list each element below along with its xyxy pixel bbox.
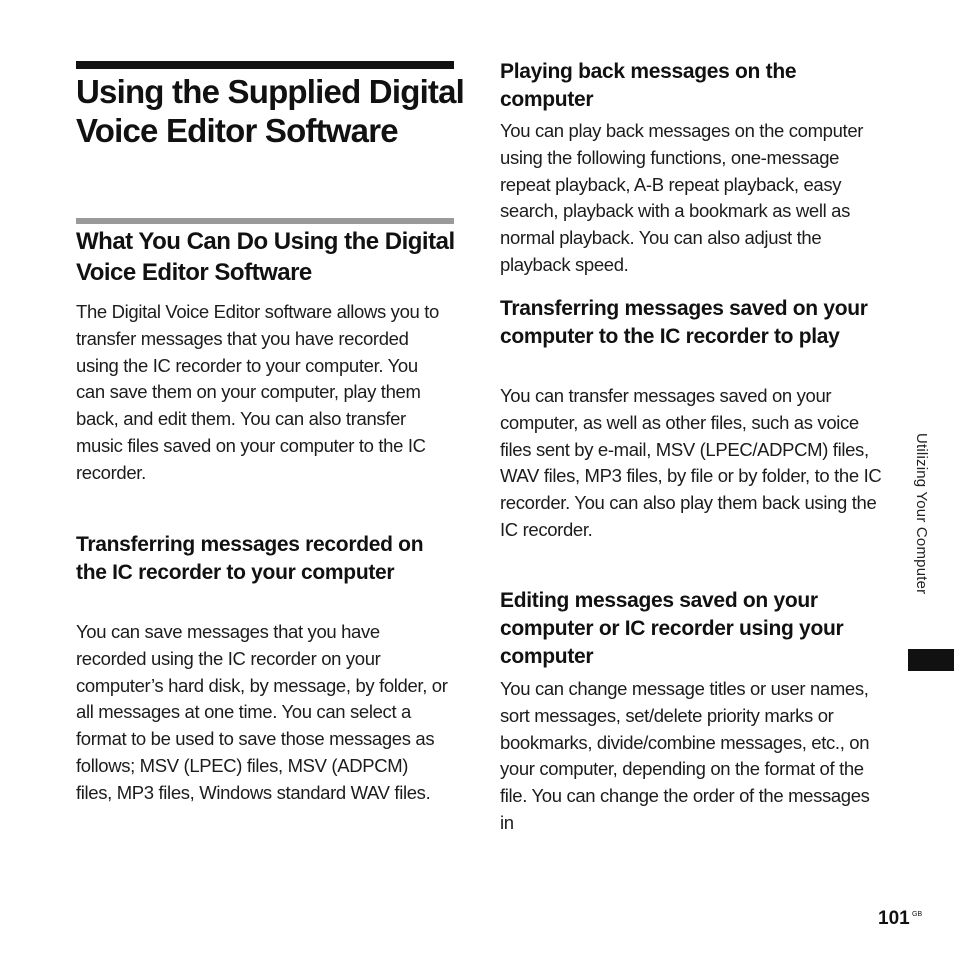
intro-paragraph: The Digital Voice Editor software allows you to transfer messages that you have recorded using the IC recorder to your computer. You can save them on your computer, play them back, and edit them. You can also transfer music files saved on your computer to the IC recorder. [76, 301, 439, 483]
side-index-tab [908, 649, 954, 671]
body-transfer-to-recorder: You can transfer messages saved on your computer, as well as other files, such as voice files sent by e-mail, MSV (LPEC/ADPCM) files, WAV files, MP3 files, by file or by folder, to the IC recorder. You can also play them back using the IC recorder. [500, 385, 882, 540]
page-number: 101 [878, 908, 910, 929]
page-title: Using the Supplied Digital Voice Editor Software [76, 73, 465, 149]
body-transfer-to-computer: You can save messages that you have recorded using the IC recorder on your computer’s hard disk, by message, by folder, or all messages at one time. You can select a format to be used to save those messages as follows; MSV (LPEC) files, MSV (ADPCM) files, MP3 files, Windows standard WAV files. [76, 621, 448, 803]
heading-transfer-to-computer: Transferring messages recorded on the IC recorder to your computer [76, 533, 424, 584]
title-rule [76, 61, 454, 69]
heading-playback: Playing back messages on the computer [500, 60, 797, 111]
page-region-code: GB [912, 911, 923, 918]
section-title: What You Can Do Using the Digital Voice Editor Software [76, 228, 455, 286]
heading-editing: Editing messages saved on your computer or IC recorder using your computer [500, 589, 844, 668]
heading-transfer-to-recorder: Transferring messages saved on your computer to the IC recorder to play [500, 297, 868, 348]
side-index-label: Utilizing Your Computer [913, 433, 930, 595]
subtitle-rule [76, 218, 454, 224]
body-playback: You can play back messages on the computer using the following functions, one-message repeat playback, A-B repeat playback, easy search, playback with a bookmark as well as normal playback. You can also adjust the playback speed. [500, 120, 864, 275]
body-editing: You can change message titles or user names, sort messages, set/delete priority marks or bookmarks, divide/combine messages, etc., on your computer, depending on the format of the file. You can change the order of the messages in [500, 678, 870, 833]
